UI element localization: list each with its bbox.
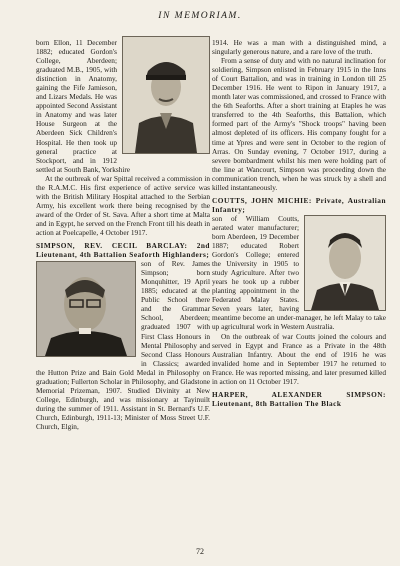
spittal-service-text: At the outbreak of war Spittal received a commission in the R.A.M.C. His first experience of active service was with the British Military Hospital attached to the Serbian Army, his excellent work there being recognised by the award of the Order of St. Sava. After a short time at Malta and in Egypt, he served on the French Front till his death in action at Poelcapelle, 4 October 1917. (36, 173, 210, 237)
simpson-photo-paragraph (36, 259, 210, 431)
page-header: IN MEMORIAM. (158, 11, 242, 21)
simpson-entry-heading: SIMPSON, REV. CECIL BARCLAY: 2nd Lieutenant, 4th Battalion Seaforth Highlanders; (36, 241, 210, 260)
coutts-photo-paragraph (212, 214, 386, 332)
officer-portrait-image (123, 37, 209, 153)
right-column (212, 38, 386, 408)
harper-entry-heading: HARPER, ALEXANDER SIMPSON: Lieutenant, 8th Battalion The Black (212, 389, 386, 408)
young-man-portrait-image (305, 216, 385, 310)
coutts-portrait-photo (304, 215, 386, 311)
left-column (36, 38, 210, 431)
page-number: 72 (196, 547, 204, 556)
simpson-service-text: From a sense of duty and with no natural inclination for soldiering, Simpson enlisted in February 1915 in the Inns of Court Battalion, and was in training in London till 25 December 1916. He went to Ripon in January 1917, a month later was commissioned, and crossed to France with the 6th Seaforths. After a short training at Etaples he was transferred to the 4th Seaforths, this Battalion, which formed part of the Army's "Shock troops" having been almost depleted of its officers. His company fought for a time at Ypres and were sent in October to the region of Arras. On Sunday evening, 7 October 1917, during a severe bombardment whilst his men were holding part of the line at Wancourt, Simpson was proceeding down the communication trench, when he was struck by a shell and killed instantaneously. (212, 56, 386, 192)
coutts-bio-text: son of William Coutts, aerated water manufacturer; born Aberdeen, 19 December 1887; educated Robert Gordon's College; entered the University in 1905 to study Agriculture. After two years he took up a rubber planting appointment in the Federated Malay States. Seven years later, having meantime become an under-manager, he left Malay to take up agricultural work in Western Australia. (212, 213, 386, 332)
simpson-bio-text: son of Rev. James Simpson; born Monquhitter, 19 April 1885; educated at the Public School there and the Grammar School, Aberdeen; graduated 1907 with First Class Honours in Mental Philosophy and Second Class Honours in Classics; awarded the Hutton Prize and Bain Gold Medal in Philosophy on graduation; Fullerton Scholar in Philosophy, and Gladstone Memorial Prizeman, 1907. Studied Divinity at New College, Edinburgh, and was missionary at Tayinuilt during the summer of 1911. Assistant in St. Bernard's U.F. Church, Edinburgh, 1911-13; Minister of Moss Street U.F. Church, Elgin, (36, 259, 210, 431)
simpson-continued-text: 1914. He was a man with a distinguished mind, a singularly generous nature, and a rare love of the truth. (212, 38, 386, 57)
coutts-service-text: On the outbreak of war Coutts joined the colours and served in Egypt and France as a Private in the 48th Australian Infantry. About the end of 1916 he was invalided home and in September 1917 he returned to France. He was reported missing, and later presumed killed in action on 11 October 1917. (212, 331, 386, 386)
spittal-photo-paragraph (36, 38, 210, 174)
spittal-bio-text: born Ellon, 11 December 1882; educated Gordon's College, Aberdeen; graduated M.B., 1905, with distinction in Anatomy, gaining the Fife Jamieson, and Lizars Medals. He was appointed Second Assistant in Anatomy and was later House Surgeon at the Aberdeen Sick Children's Hospital. He then took up general practice at Stockport, and in 1912 settled at South Bank, Yorkshire (36, 38, 131, 174)
clergyman-portrait-image (37, 262, 135, 356)
simpson-portrait-photo (36, 261, 136, 357)
coutts-entry-heading: COUTTS, JOHN MICHIE: Private, Australian Infantry; (212, 195, 386, 214)
spittal-portrait-photo (122, 36, 210, 154)
